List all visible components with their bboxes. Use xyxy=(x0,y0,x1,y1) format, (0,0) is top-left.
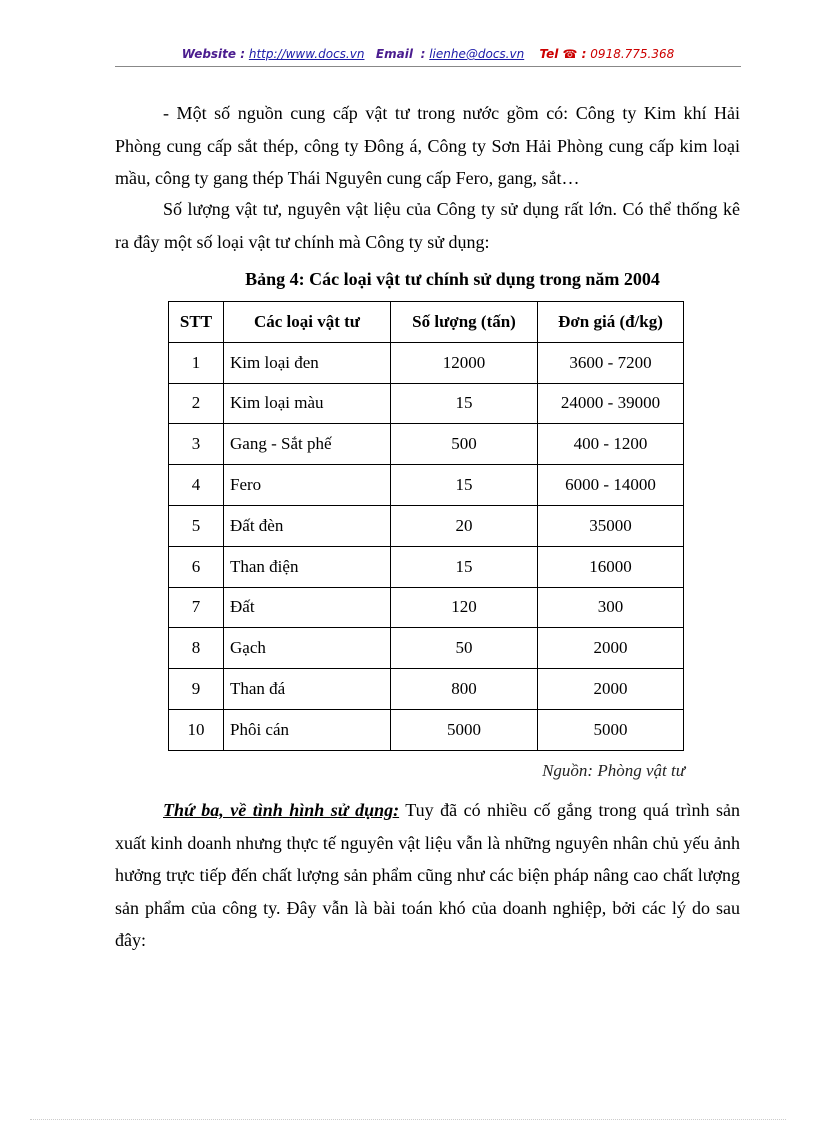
cell-price: 400 - 1200 xyxy=(538,424,684,465)
cell-price: 5000 xyxy=(538,709,684,750)
table-row xyxy=(169,342,684,383)
cell-stt: 2 xyxy=(169,383,224,424)
header-divider xyxy=(115,66,741,67)
cell-stt: 7 xyxy=(169,587,224,628)
cell-stt: 10 xyxy=(169,709,224,750)
cell-material: Phôi cán xyxy=(224,709,391,750)
header-price: Đơn giá (đ/kg) xyxy=(538,302,684,343)
cell-quantity: 15 xyxy=(391,383,538,424)
cell-quantity: 5000 xyxy=(391,709,538,750)
cell-quantity: 12000 xyxy=(391,342,538,383)
paragraph-suppliers: - Một số nguồn cung cấp vật tư trong nước gồm có: Công ty Kim khí Hải Phòng cung cấp sắt thép, công ty Đông á, Công ty Sơn Hải Phòng cung cấp kim loại mầu, công ty gang thép Thái Nguyên cung cấp Fero, gang, sắt… xyxy=(115,103,740,188)
cell-material: Than điện xyxy=(224,546,391,587)
tel-label: Tel ☎ : xyxy=(539,47,587,61)
materials-table xyxy=(168,301,684,751)
cell-quantity: 120 xyxy=(391,587,538,628)
cell-quantity: 500 xyxy=(391,424,538,465)
table-row xyxy=(169,424,684,465)
paragraph-quantity: Số lượng vật tư, nguyên vật liệu của Công ty sử dụng rất lớn. Có thể thống kê ra đây một số loại vật tư chính mà Công ty sử dụng: xyxy=(115,199,740,252)
table-source: Nguồn: Phòng vật tư xyxy=(542,761,685,780)
email-separator: : xyxy=(420,47,426,61)
table-caption: Bảng 4: Các loại vật tư chính sử dụng trong năm 2004 xyxy=(245,269,660,289)
cell-stt: 3 xyxy=(169,424,224,465)
website-link[interactable]: http://www.docs.vn xyxy=(248,47,365,61)
cell-stt: 5 xyxy=(169,505,224,546)
cell-stt: 8 xyxy=(169,628,224,669)
cell-stt: 1 xyxy=(169,342,224,383)
table-row xyxy=(169,709,684,750)
cell-material: Kim loại đen xyxy=(224,342,391,383)
table-header-row xyxy=(169,302,684,343)
cell-material: Gang - Sắt phế xyxy=(224,424,391,465)
table-row xyxy=(169,505,684,546)
table-row xyxy=(169,465,684,506)
cell-material: Gạch xyxy=(224,628,391,669)
website-label: Website : xyxy=(181,47,246,61)
cell-quantity: 50 xyxy=(391,628,538,669)
paragraph-usage xyxy=(115,794,740,957)
table-row xyxy=(169,383,684,424)
cell-stt: 6 xyxy=(169,546,224,587)
cell-material: Kim loại màu xyxy=(224,383,391,424)
cell-material: Đất xyxy=(224,587,391,628)
header-material: Các loại vật tư xyxy=(224,302,391,343)
footer-divider xyxy=(30,1119,786,1120)
email-label: Email xyxy=(375,47,413,61)
tel-number: 0918.775.368 xyxy=(590,47,675,61)
table-row xyxy=(169,669,684,710)
cell-quantity: 800 xyxy=(391,669,538,710)
cell-price: 35000 xyxy=(538,505,684,546)
cell-material: Fero xyxy=(224,465,391,506)
cell-material: Than đá xyxy=(224,669,391,710)
cell-price: 300 xyxy=(538,587,684,628)
table-row xyxy=(169,546,684,587)
cell-price: 24000 - 39000 xyxy=(538,383,684,424)
cell-material: Đất đèn xyxy=(224,505,391,546)
table-row xyxy=(169,628,684,669)
header-stt: STT xyxy=(169,302,224,343)
usage-heading: Thứ ba, về tình hình sử dụng: xyxy=(163,800,400,820)
table-row xyxy=(169,587,684,628)
page-header xyxy=(115,47,741,61)
cell-quantity: 15 xyxy=(391,546,538,587)
cell-stt: 4 xyxy=(169,465,224,506)
usage-body: Tuy đã có nhiều cố gắng trong quá trình sản xuất kinh doanh nhưng thực tế nguyên vật liệu vẫn là những nguyên nhân chủ yếu ảnh hưởng trực tiếp đến chất lượng sản phẩm cũng như các biện pháp nâng cao chất lượng sản phẩm của công ty. Đây vẫn là bài toán khó của doanh nghiệp, bởi các lý do sau đây: xyxy=(115,800,740,950)
cell-price: 3600 - 7200 xyxy=(538,342,684,383)
cell-quantity: 15 xyxy=(391,465,538,506)
cell-stt: 9 xyxy=(169,669,224,710)
cell-price: 2000 xyxy=(538,669,684,710)
cell-quantity: 20 xyxy=(391,505,538,546)
cell-price: 16000 xyxy=(538,546,684,587)
cell-price: 6000 - 14000 xyxy=(538,465,684,506)
header-quantity: Số lượng (tấn) xyxy=(391,302,538,343)
cell-price: 2000 xyxy=(538,628,684,669)
email-link[interactable]: lienhe@docs.vn xyxy=(429,47,525,61)
